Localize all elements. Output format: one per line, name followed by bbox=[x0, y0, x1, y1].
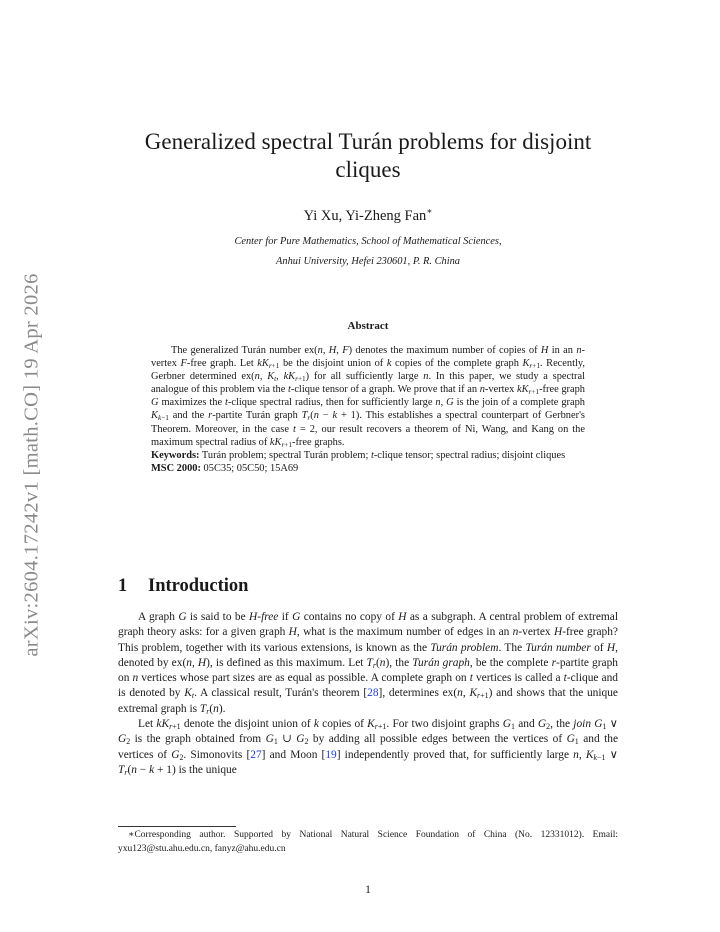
section-number: 1 bbox=[118, 576, 128, 596]
section-title: Introduction bbox=[148, 576, 249, 596]
keywords-line bbox=[151, 449, 585, 462]
affiliation-line-1: Center for Pure Mathematics, School of Mathematical Sciences, bbox=[234, 236, 502, 247]
affiliation bbox=[118, 232, 618, 272]
msc-label: MSC 2000: bbox=[151, 462, 201, 474]
abstract-body bbox=[151, 344, 585, 475]
arxiv-sidebar-stamp bbox=[12, 240, 52, 690]
page-number: 1 bbox=[365, 884, 371, 896]
keywords-text: Turán problem; spectral Turán problem; t-clique tensor; spectral radius; disjoint cliques bbox=[201, 449, 566, 461]
footnote-text: ∗Corresponding author. Supported by National Natural Science Foundation of China (No. 12331012). Email: yxu123@stu.ahu.edu.cn, fanyz@ahu.edu.cn bbox=[118, 830, 618, 854]
keywords-label: Keywords: bbox=[151, 449, 200, 461]
arxiv-identifier: arXiv:2604.17242v1 [math.CO] 19 Apr 2026 bbox=[20, 273, 43, 657]
section-heading bbox=[118, 576, 248, 597]
footnote-rule bbox=[118, 826, 236, 827]
msc-codes: 05C35; 05C50; 15A69 bbox=[203, 462, 299, 474]
citation-link[interactable]: 19 bbox=[325, 748, 337, 761]
intro-paragraph-2: Let $kK_{r+1}$ denote the disjoint union of k copies of $K_{r+1}$. For two disjoint graphs $G_1$ and $G_2$, the join $G_1$ ∨ $G_2$ is the graph obtained from $G_1$ ∪ $G_2$ by adding all possible edges between the vertices of $G_1$ and the vertices of $G_2$. Simonovits [27] and Moon [19] independently proved that, for sufficiently large n, $K_{k-1}$ ∨ $T_r(n - k + 1)$ is the unique bbox=[118, 718, 619, 777]
corresponding-author-mark: ∗ bbox=[426, 206, 433, 216]
abstract-text: The generalized Turán number ex(n, H, F) denotes the maximum number of copies of H in an n-vertex F-free graph. Let $kK_{r+1}$ be the disjoint union of k copies of the complete graph $K_{r+1}$. Recently, Gerbner determined ex(n, $K_t$, $kK_{r+1}$) for all sufficiently large n. In this paper, we study a spectral analogue of this problem via the t-clique tensor of a graph. We prove that if an n-vertex $kK_{r+1}$-free graph G maximizes the t-clique spectral radius, then for sufficiently large n, G is the join of a complete graph $K_{k-1}$ and the r-partite Turán graph $T_r(n - k + 1)$. This establishes a spectral counterpart of Gerbner's Theorem. Moreover, in the case t = 2, our result recovers a theorem of Ni, Wang, and Kang on the maximum spectral radius of $kK_{r+1}$-free graphs. bbox=[151, 345, 586, 449]
affiliation-line-2: Anhui University, Hefei 230601, P. R. China bbox=[276, 256, 460, 267]
citation-link[interactable]: 28 bbox=[367, 687, 379, 700]
intro-paragraph-1: A graph G is said to be H-free if G contains no copy of H as a subgraph. A central problem of extremal graph theory asks: for a given graph H, what is the maximum number of edges in an n-vertex H-free graph? This problem, together with its various extensions, is known as the Turán problem. The Turán number of H, denoted by ex(n, H), is defined as this maximum. Let $T_r(n)$, the Turán graph, be the complete r-partite graph on n vertices whose part sizes are as equal as possible. A complete graph on t vertices is called a t-clique and is denoted by $K_t$. A classical result, Turán's theorem [28], determines ex(n, $K_{r+1}$) and shows that the unique extremal graph is $T_r(n)$. bbox=[118, 611, 618, 716]
abstract-heading: Abstract bbox=[347, 320, 389, 332]
author-names: Yi Xu, Yi-Zheng Fan bbox=[303, 207, 427, 224]
introduction-body bbox=[118, 610, 618, 778]
footnote bbox=[118, 828, 618, 856]
author-list bbox=[118, 206, 618, 225]
citation-link[interactable]: 27 bbox=[250, 748, 262, 761]
msc-line bbox=[151, 462, 585, 475]
paper-title: Generalized spectral Turán problems for disjoint cliques bbox=[144, 129, 592, 182]
